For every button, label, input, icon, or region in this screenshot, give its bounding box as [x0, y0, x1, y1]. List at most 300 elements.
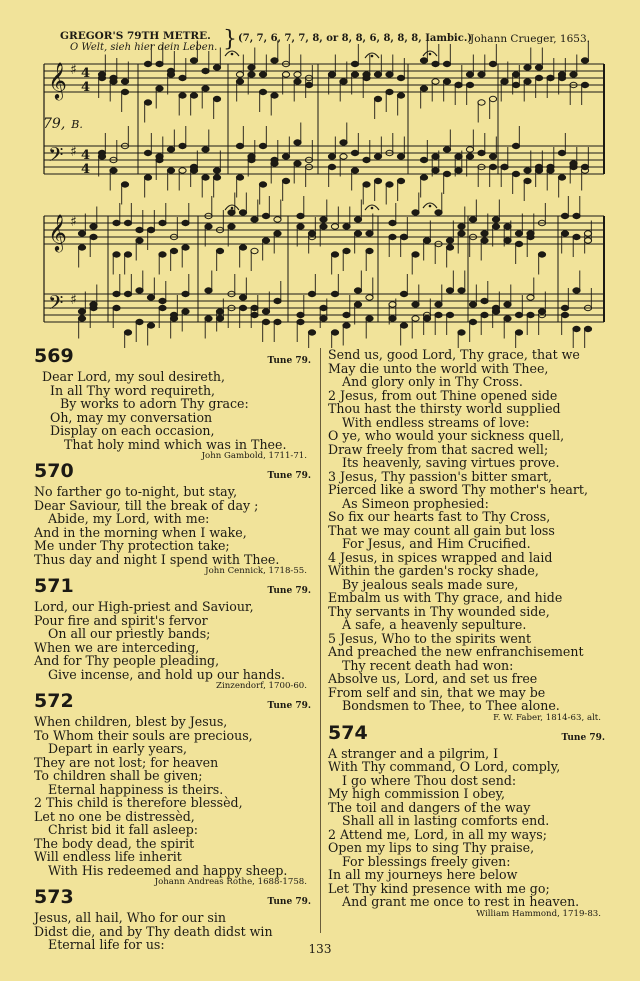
hymn-line: Abide, my Lord, with me: [48, 511, 210, 526]
note-head [501, 79, 508, 84]
note-head [144, 175, 151, 180]
note-head [147, 295, 154, 300]
note-head [397, 93, 404, 98]
hymn-header [34, 690, 317, 715]
note-head [492, 217, 499, 222]
note-head [412, 210, 419, 215]
note-head [363, 157, 370, 162]
column-divider [320, 348, 321, 933]
hymn-line: Shall all in lasting comforts end. [342, 813, 550, 828]
note-head [420, 86, 427, 91]
note-head [435, 210, 442, 215]
note-head [297, 319, 304, 324]
note-head [98, 75, 105, 80]
hymn-line: Lord, our High-priest and Saviour, [34, 599, 254, 614]
note-head [136, 288, 143, 293]
note-head [478, 100, 485, 105]
hymn-line: Thou hast the thirsty world supplied [328, 401, 561, 416]
note-head [386, 182, 393, 187]
note-head [420, 157, 427, 162]
note-head [294, 79, 301, 84]
hymn-line: Give incense, and hold up our hands. [48, 666, 285, 682]
hymn-line: In all Thy word requireth, [50, 382, 216, 398]
note-head [374, 96, 381, 101]
note-head [400, 234, 407, 239]
fermata-dot [231, 53, 234, 56]
note-head [147, 227, 154, 232]
note-head [443, 147, 450, 152]
note-head [466, 154, 473, 159]
hymn-line: A safe, a heavenly sepulture. [342, 617, 527, 632]
note-head [124, 291, 131, 296]
note-head [489, 61, 496, 66]
note-head [274, 231, 281, 236]
note-head [446, 288, 453, 293]
note-head [374, 154, 381, 159]
hymn-line: 2 This child is therefore blessèd, [34, 795, 243, 810]
note-head [466, 147, 473, 152]
note-head [469, 302, 476, 307]
hymn-line: I go where Thou dost send: [342, 772, 517, 788]
note-head [420, 58, 427, 63]
note-head [190, 93, 197, 98]
hymn-number: 574 [328, 721, 368, 744]
note-head [331, 330, 338, 335]
note-head [297, 224, 304, 229]
hymn-number: 572 [34, 690, 74, 712]
note-head [389, 302, 396, 307]
time-signature: 4 [81, 80, 91, 95]
note-head [354, 302, 361, 307]
note-head [561, 305, 568, 310]
note-head [320, 316, 327, 321]
note-head [259, 72, 266, 77]
tune-subtitle: O Welt, sieh hier dein Leben. [70, 42, 218, 53]
note-head [446, 312, 453, 317]
note-head [397, 154, 404, 159]
note-head [205, 288, 212, 293]
hymn-line: As Simeon prophesied: [342, 495, 489, 511]
hymn-line: Display on each occasion, [50, 423, 215, 438]
note-head [213, 65, 220, 70]
note-head [527, 295, 534, 300]
hymn-line: Embalm us with Thy grace, and hide [328, 590, 563, 605]
bass-clef: 𝄢 [48, 291, 64, 319]
note-head [481, 312, 488, 317]
note-head [354, 217, 361, 222]
hymn-line: Pierced like a sword Thy mother's heart, [328, 482, 588, 497]
note-head [90, 224, 97, 229]
hymn-line: Bondsmen to Thee, to Thee alone. [342, 698, 560, 713]
hymn-line: Didst die, and by Thy death didst win [34, 923, 273, 939]
note-head [259, 182, 266, 187]
note-head [274, 319, 281, 324]
note-head [489, 96, 496, 101]
time-signature: 4 [81, 66, 91, 81]
note-head [259, 143, 266, 148]
hymn-line: So fix our hearts fast to Thy Cross, [328, 509, 551, 524]
note-head [170, 316, 177, 321]
note-head [179, 168, 186, 173]
note-head [282, 154, 289, 159]
note-head [121, 89, 128, 94]
note-head [305, 82, 312, 87]
hymn-tune-ref: Tune 79. [267, 701, 311, 711]
note-head [386, 89, 393, 94]
note-head [216, 309, 223, 314]
note-head [251, 217, 258, 222]
note-head [159, 220, 166, 225]
note-head [78, 231, 85, 236]
note-head [432, 79, 439, 84]
hymn-header [328, 721, 611, 747]
note-head [420, 175, 427, 180]
note-head [228, 210, 235, 215]
right-column [328, 348, 611, 921]
note-head [351, 150, 358, 155]
note-head [248, 72, 255, 77]
hymn-line: 5 Jesus, Who to the spirits went [328, 630, 532, 646]
note-head [400, 323, 407, 328]
note-head [489, 164, 496, 169]
note-head [167, 147, 174, 152]
hymn-header [34, 345, 317, 370]
treble-clef: 𝄞 [48, 61, 67, 99]
note-head [478, 72, 485, 77]
hymn-line: Oh, may my conversation [50, 409, 213, 425]
note-head [466, 82, 473, 87]
note-head [167, 168, 174, 173]
note-head [78, 245, 85, 250]
note-head [124, 220, 131, 225]
note-head [340, 140, 347, 145]
hymn-line: When we are interceding, [34, 639, 200, 655]
note-head [512, 72, 519, 77]
hymn-line: On all our priestly bands; [48, 626, 211, 641]
note-head [343, 323, 350, 328]
note-head [110, 79, 117, 84]
fermata-dot [371, 55, 374, 58]
note-head [584, 326, 591, 331]
note-head [389, 234, 396, 239]
hymn-line: When children, blest by Jesus, [34, 714, 228, 729]
note-head [78, 316, 85, 321]
note-head [492, 224, 499, 229]
hymn-line: And grant me once to rest in heaven. [342, 894, 580, 909]
hymn-line: The body dead, the spirit [34, 835, 195, 851]
hymn-line: Depart in early years, [48, 741, 188, 756]
note-head [202, 86, 209, 91]
note-head [515, 241, 522, 246]
note-head [90, 234, 97, 239]
hymn-line: With His redeemed and happy sheep. [48, 862, 288, 878]
note-head [443, 171, 450, 176]
note-head [504, 316, 511, 321]
hymn-line: Thy recent death had won: [342, 657, 514, 673]
hymn-line: Me under Thy protection take; [34, 538, 230, 553]
hymn-line: For Jesus, and Him Crucified. [342, 536, 531, 551]
note-head [190, 58, 197, 63]
note-head [262, 238, 269, 243]
note-head [297, 312, 304, 317]
note-head [236, 72, 243, 77]
hymn-line: To children shall be given; [34, 768, 203, 783]
brace: } [223, 27, 237, 52]
fermata-dot [429, 53, 432, 56]
hymn-line: 3 Jesus, Thy passion's bitter smart, [328, 468, 553, 484]
note-head [179, 75, 186, 80]
hymn-author: Zinzendorf, 1700-60. [216, 681, 307, 691]
note-head [331, 291, 338, 296]
note-head [351, 61, 358, 66]
note-head [501, 164, 508, 169]
note-head [136, 238, 143, 243]
note-head [343, 312, 350, 317]
note-head [340, 154, 347, 159]
tune-number: 79, [43, 116, 66, 132]
note-head [251, 305, 258, 310]
hymn-line: A stranger and a pilgrim, I [328, 745, 499, 761]
note-head [262, 309, 269, 314]
note-head [308, 231, 315, 236]
hymn-line: 4 Jesus, in spices wrapped and laid [328, 549, 553, 565]
hymn-line: Dear Lord, my soul desireth, [42, 369, 226, 384]
note-head [294, 161, 301, 166]
note-head [251, 248, 258, 253]
note-head [573, 326, 580, 331]
hymn-line: Draw freely from that sacred well; [328, 441, 549, 457]
hymn-line: By jealous seals made sure, [342, 576, 519, 592]
bass-clef: 𝄢 [48, 143, 64, 171]
note-head [159, 305, 166, 310]
hymn-line: And in the morning when I wake, [34, 524, 247, 540]
hymn-line: The toil and dangers of the way [328, 799, 531, 815]
note-head [308, 330, 315, 335]
left-column [34, 345, 317, 952]
hymn-line: My high commission I obey, [328, 786, 506, 801]
note-head [466, 72, 473, 77]
note-head [331, 252, 338, 257]
hymn-line: Within the garden's rocky shade, [328, 563, 539, 578]
note-head [113, 252, 120, 257]
note-head [455, 82, 462, 87]
hymn-line: Dear Saviour, till the break of day ; [34, 497, 259, 513]
note-head [167, 72, 174, 77]
hymn-number: 573 [34, 886, 74, 908]
note-head [547, 168, 554, 173]
hymn-author: William Hammond, 1719-83. [476, 908, 601, 919]
note-head [366, 316, 373, 321]
note-head [282, 72, 289, 77]
note-head [443, 61, 450, 66]
note-head [363, 75, 370, 80]
note-head [458, 288, 465, 293]
note-head [274, 298, 281, 303]
note-head [262, 319, 269, 324]
note-head [228, 224, 235, 229]
note-head [581, 58, 588, 63]
hymn-line: Open my lips to sing Thy praise, [328, 840, 535, 855]
note-head [213, 175, 220, 180]
note-head [320, 217, 327, 222]
note-head [435, 312, 442, 317]
tune-letter: B. [71, 118, 83, 131]
note-head [354, 231, 361, 236]
note-head [432, 168, 439, 173]
hymn-line: Jesus, all hail, Who for our sin [34, 910, 227, 925]
time-signature: 4 [81, 148, 91, 163]
note-head [573, 234, 580, 239]
note-head [328, 154, 335, 159]
note-head [515, 330, 522, 335]
note-head [182, 291, 189, 296]
note-head [320, 305, 327, 310]
note-head [558, 72, 565, 77]
hymn-line: And preached the new enfranchisement [328, 644, 584, 659]
hymn-line: Send us, good Lord, Thy grace, that we [328, 347, 580, 362]
note-head [216, 316, 223, 321]
note-head [469, 217, 476, 222]
note-head [374, 178, 381, 183]
note-head [236, 79, 243, 84]
note-head [570, 161, 577, 166]
note-head [113, 305, 120, 310]
hymn-author: John Cennick, 1718-55. [205, 566, 307, 576]
note-head [202, 147, 209, 152]
hymn-header [34, 886, 317, 911]
note-head [98, 154, 105, 159]
hymn-line: And for Thy people pleading, [34, 653, 220, 668]
note-head [458, 330, 465, 335]
hymn-line: With endless streams of love: [342, 414, 530, 430]
note-head [504, 238, 511, 243]
hymn-line: From self and sin, that we may be [328, 684, 546, 700]
note-head [156, 157, 163, 162]
note-head [156, 61, 163, 66]
note-head [446, 238, 453, 243]
note-head [455, 168, 462, 173]
hymn-line: O ye, who would your sickness quell, [328, 428, 565, 443]
meter-title: GREGOR'S 79TH METRE. [60, 30, 211, 42]
note-head [535, 75, 542, 80]
note-head [271, 93, 278, 98]
note-head [113, 291, 120, 296]
note-head [561, 312, 568, 317]
note-head [504, 302, 511, 307]
fermata-dot [371, 207, 374, 210]
note-head [573, 213, 580, 218]
time-signature: 4 [81, 162, 91, 177]
hymn-line: Let Thy kind presence with me go; [328, 880, 550, 896]
note-head [412, 302, 419, 307]
note-head [308, 291, 315, 296]
note-head [412, 252, 419, 257]
note-head [236, 175, 243, 180]
note-head [389, 316, 396, 321]
note-head [239, 245, 246, 250]
note-head [515, 312, 522, 317]
note-head [561, 231, 568, 236]
hymn-author: John Gambold, 1711-71. [201, 451, 307, 461]
note-head [363, 182, 370, 187]
note-head [90, 305, 97, 310]
note-head [481, 298, 488, 303]
note-head [320, 224, 327, 229]
note-head [524, 168, 531, 173]
note-head [182, 245, 189, 250]
note-head [213, 168, 220, 173]
note-head [213, 96, 220, 101]
hymn-tune-ref: Tune 79. [561, 732, 605, 743]
note-head [524, 65, 531, 70]
note-head [124, 330, 131, 335]
hymn-author: Johann Andreas Rothe, 1688-1758. [154, 877, 307, 887]
note-head [110, 168, 117, 173]
hymn-line: No farther go to-night, but stay, [34, 484, 238, 499]
note-head [147, 323, 154, 328]
note-head [573, 288, 580, 293]
note-head [251, 312, 258, 317]
note-head [400, 291, 407, 296]
hymn-line: They are not lost; for heaven [34, 754, 219, 770]
note-head [202, 68, 209, 73]
note-head [144, 61, 151, 66]
note-head [159, 252, 166, 257]
note-head [538, 252, 545, 257]
hymn-number: 569 [34, 345, 74, 367]
note-head [581, 82, 588, 87]
note-head [397, 178, 404, 183]
note-head [397, 75, 404, 80]
note-head [478, 150, 485, 155]
note-head [271, 58, 278, 63]
hymn-number: 571 [34, 575, 74, 597]
note-head [527, 234, 534, 239]
note-head [432, 154, 439, 159]
key-sharp: ♯ [70, 292, 77, 308]
hymn-line: And glory only in Thy Cross. [342, 374, 523, 389]
hymn-tune-ref: Tune 79. [267, 471, 311, 481]
note-head [294, 72, 301, 77]
note-head [78, 309, 85, 314]
note-head [512, 82, 519, 87]
hymn-tune-ref: Tune 79. [267, 356, 311, 366]
hymn-line: Thy servants in Thy wounded side, [328, 603, 550, 619]
note-head [248, 154, 255, 159]
note-head [144, 100, 151, 105]
note-head [354, 288, 361, 293]
note-head [328, 164, 335, 169]
hymn-header [34, 575, 317, 600]
note-head [239, 210, 246, 215]
hymn-line: Eternal happiness is theirs. [48, 781, 224, 797]
note-head [351, 72, 358, 77]
hymn-line: Let no one be distressèd, [34, 808, 195, 824]
fermata-dot [429, 205, 432, 208]
note-head [182, 309, 189, 314]
key-sharp: ♯ [70, 214, 77, 230]
note-head [366, 295, 373, 300]
note-head [156, 86, 163, 91]
note-head [113, 220, 120, 225]
note-head [205, 316, 212, 321]
note-head [259, 89, 266, 94]
note-head [558, 175, 565, 180]
hymn-line: Absolve us, Lord, and set us free [328, 671, 538, 686]
note-head [343, 224, 350, 229]
note-head [412, 316, 419, 321]
note-head [469, 319, 476, 324]
